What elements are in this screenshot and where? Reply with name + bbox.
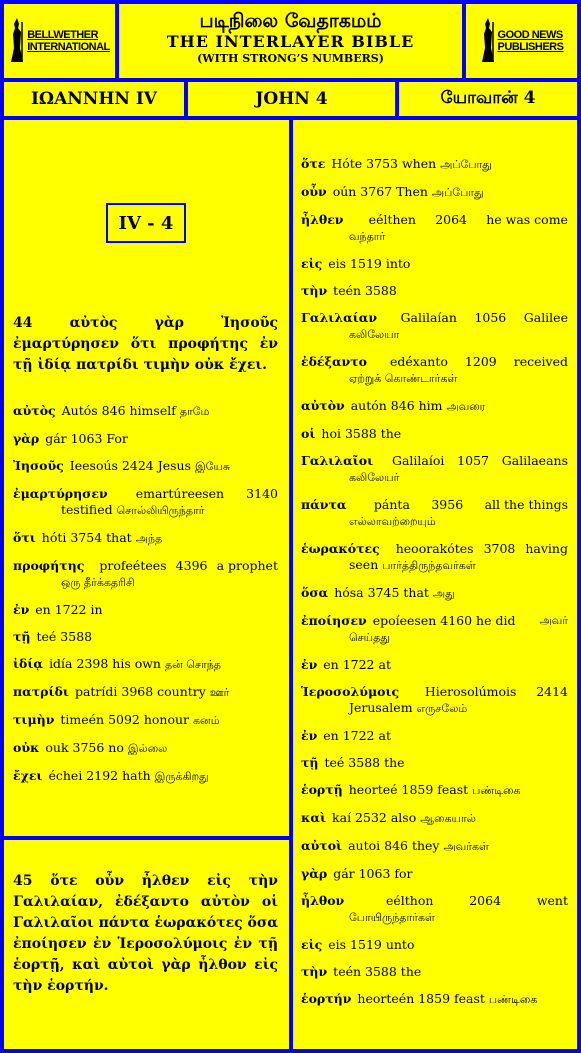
greek-word: ἐποίησεν (301, 613, 367, 628)
greek-word: ἑωρακότες (301, 541, 380, 556)
word-entry-line (301, 755, 568, 771)
word-entry-line (301, 310, 568, 326)
word-entry-main (13, 458, 195, 473)
word-gloss: hóti 3754 that (41, 530, 136, 545)
word-entry-line (301, 613, 568, 629)
shepherd-figure-icon (9, 18, 25, 64)
word-entry (301, 398, 568, 415)
word-gloss: having (525, 541, 568, 556)
word-gloss: heoorakótes (395, 541, 474, 556)
goodnews-logo-text: GOOD NEWS PUBLISHERS (497, 29, 564, 53)
greek-word: γὰρ (301, 866, 328, 881)
word-entry (13, 530, 278, 547)
word-entry-main (301, 782, 472, 797)
word-entry-main (301, 838, 443, 853)
word-gloss: 3956 (431, 497, 464, 512)
word-gloss: oún 3767 Then (332, 184, 432, 199)
word-gloss: 3708 (483, 541, 516, 556)
title-tamil: படிநிலை வேதாகமம் (199, 10, 382, 32)
word-gloss: hósa 3745 that (334, 585, 433, 600)
tamil-gloss: ஊர் (209, 686, 230, 699)
greek-word: ἐμαρτύρησεν (13, 486, 108, 501)
word-gloss: Galilaíoi (391, 453, 445, 468)
tamil-gloss: பண்டிகை (472, 784, 521, 797)
word-entry-line2 (301, 557, 568, 574)
word-entry-line (13, 431, 278, 447)
word-gloss: pánta (373, 497, 410, 512)
word-entry-main (301, 964, 421, 979)
reference-tamil: யோவான் 4 (399, 82, 577, 116)
word-entry-main (301, 991, 489, 1006)
greek-word: οὐκ (13, 740, 40, 755)
word-gloss: eis 1519 unto (328, 937, 415, 952)
word-entry (13, 768, 278, 785)
greek-word: εἰς (301, 937, 323, 952)
word-gloss: Hierosolúmois (424, 684, 517, 699)
greek-word: ὅτι (13, 530, 36, 545)
word-gloss: gár 1063 For (45, 431, 128, 446)
tamil-gloss: தன் சொந்த (164, 658, 221, 671)
greek-word: ἐν (301, 657, 318, 672)
word-entry (301, 256, 568, 272)
word-gloss: teén 3588 (333, 283, 397, 298)
word-gloss: teén 3588 the (333, 964, 422, 979)
word-entry-line (301, 212, 568, 228)
word-entry-line2 (301, 326, 568, 343)
word-gloss: Galilaeans (501, 453, 568, 468)
tamil-gloss: அப்போது (431, 186, 484, 199)
word-entry (13, 431, 278, 447)
word-entry-line (301, 893, 568, 909)
tamil-gloss: தாமே (179, 405, 210, 418)
greek-word: οἱ (301, 426, 316, 441)
tamil-gloss: அப்போது (440, 158, 492, 171)
tamil-gloss: கனம் (193, 714, 220, 727)
greek-word: τὴν (301, 964, 328, 979)
greek-word: τιμὴν (13, 712, 55, 727)
tamil-gloss: சொல்லியிருந்தார் (116, 504, 205, 517)
bellwether-logo-text: BELLWETHER INTERNATIONAL (27, 29, 110, 53)
tamil-gloss: வந்தார் (349, 230, 386, 243)
word-entry (13, 684, 278, 701)
tamil-gloss: கலிலேயா (349, 328, 400, 341)
word-gloss: teé 3588 the (324, 755, 405, 770)
word-entry-main (301, 283, 397, 298)
greek-word: καὶ (301, 810, 327, 825)
word-entry-main (13, 740, 128, 755)
reference-greek: ΙΩΑΝΝΗΝ IV (4, 82, 184, 116)
tamil-gloss: ஏற்றுக் கொண்டார்கள் (349, 372, 458, 385)
word-entry-line (13, 403, 278, 420)
word-gloss: heorteén 1859 feast (357, 991, 489, 1006)
verse-44-greek: 44 αὐτὸς γὰρ Ἰησοῦς ἐμαρτύρησεν ὅτι προφήτης ἐν τῇ ἰδίᾳ πατρίδι τιμὴν οὐκ ἔχει. (13, 315, 278, 373)
word-entry (301, 782, 568, 799)
word-entry (301, 866, 568, 882)
word-entry-main (301, 256, 410, 271)
word-gloss: 3140 (246, 486, 278, 501)
word-entry-line (301, 728, 568, 744)
word-entry (301, 810, 568, 827)
word-entry (301, 283, 568, 299)
tamil-gloss: அந்த (135, 532, 163, 545)
word-entry (301, 212, 568, 245)
word-gloss: profeétees (99, 558, 167, 573)
word-gloss: Hóte 3753 when (331, 156, 441, 171)
tamil-gloss: கலிலேயர் (349, 471, 400, 484)
tamil-gloss: அவரை (446, 400, 486, 413)
verse-45-greek: 45 ὅτε οὖν ἦλθεν εἰς τὴν Γαλιλαίαν, ἐδέξαντο αὐτὸν οἱ Γαλιλαῖοι πάντα ἑωρακότες ὅσα ἐποίησεν ἐν Ἱεροσολύμοις ἐν τῇ ἑορτῇ, καὶ αὐτοὶ γὰρ ἦλθον εἰς τὴν ἑορτήν. (13, 873, 278, 994)
word-gloss: gár 1063 for (333, 866, 413, 881)
tamil-gloss: பண்டிகை (488, 993, 538, 1006)
word-entry-main (301, 398, 447, 413)
word-gloss: heorteé 1859 feast (348, 782, 473, 797)
word-entry-line (13, 768, 278, 785)
word-entry (13, 712, 278, 729)
word-entry-main (301, 156, 440, 171)
word-entry (301, 964, 568, 980)
greek-word: Ἱεροσολύμοις (301, 684, 400, 699)
word-entry-main (13, 712, 193, 727)
word-entry-line (301, 684, 568, 700)
word-entry (13, 629, 278, 645)
word-entry (301, 991, 568, 1008)
word-gloss: eélthon (385, 893, 434, 908)
word-entry (301, 728, 568, 744)
word-entry-main (13, 403, 180, 418)
word-gloss: Jerusalem (349, 700, 417, 715)
word-entry (13, 558, 278, 591)
word-entry (301, 838, 568, 855)
word-entry (13, 740, 278, 757)
word-entry (301, 937, 568, 953)
word-entry-line (301, 497, 568, 513)
greek-word: εἰς (301, 256, 323, 271)
word-gloss: emartúreesen (135, 486, 225, 501)
word-gloss: kaí 2532 also (332, 810, 421, 825)
word-entry-line (301, 453, 568, 469)
word-gloss: teé 3588 (36, 629, 93, 644)
word-entry-line (13, 684, 278, 701)
word-entry-main (13, 602, 103, 617)
word-entry (13, 458, 278, 475)
word-gloss: autón 846 him (350, 398, 447, 413)
shepherd-figure-icon (480, 18, 496, 64)
greek-word: πατρίδι (13, 684, 69, 699)
greek-word: ἐν (301, 728, 318, 743)
word-gloss: 4396 (175, 558, 208, 573)
word-entry (301, 893, 568, 926)
greek-word: ἰδίᾳ (13, 656, 44, 671)
word-entry (301, 497, 568, 530)
word-gloss: received (513, 354, 568, 369)
word-entry-main (301, 184, 432, 199)
word-entry-line (13, 530, 278, 547)
word-gloss: 1056 (474, 310, 507, 325)
tamil-gloss: ஒரு தீர்க்கதரிசி (61, 576, 135, 589)
word-entry-line (301, 964, 568, 980)
word-gloss: epoíeesen 4160 he did (372, 613, 516, 628)
reference-english: JOHN 4 (188, 82, 395, 116)
greek-word: αὐτὸν (301, 398, 345, 413)
word-entry-line (13, 712, 278, 729)
greek-word: τῇ (13, 629, 31, 644)
word-gloss: échei 2192 hath (48, 768, 155, 783)
word-entry-line (301, 354, 568, 370)
word-entry-line (301, 657, 568, 673)
word-entry-line2 (13, 502, 278, 519)
greek-word: Γαλιλαίαν (301, 310, 378, 325)
word-entry-main (301, 937, 414, 952)
word-entry-line2 (301, 228, 568, 245)
greek-word: αὐτοὶ (301, 838, 343, 853)
word-gloss: Galilee (523, 310, 568, 325)
goodnews-logo-box (466, 4, 577, 78)
word-entry (301, 310, 568, 343)
tamil-gloss: இயேசு (194, 460, 231, 473)
word-entry (301, 426, 568, 442)
word-entry-main (13, 431, 128, 446)
word-entry-line (301, 156, 568, 173)
word-gloss: 2414 (536, 684, 568, 699)
word-gloss: Ieesoús 2424 Jesus (69, 458, 195, 473)
tamil-gloss: பார்த்திருந்தவர்கள் (382, 559, 476, 572)
word-entry (301, 755, 568, 771)
right-word-list (301, 156, 568, 1019)
word-entry-line (13, 740, 278, 757)
word-entry (13, 656, 278, 673)
tamil-gloss: எருசலேம் (416, 702, 468, 715)
word-gloss: autoi 846 they (348, 838, 444, 853)
word-gloss: idía 2398 his own (49, 656, 165, 671)
greek-word: πάντα (301, 497, 347, 512)
greek-word: ὅσα (301, 585, 329, 600)
word-entry-line (13, 486, 278, 502)
word-gloss: ouk 3756 no (45, 740, 128, 755)
word-entry (13, 486, 278, 519)
word-entry-line (301, 937, 568, 953)
word-entry-main (13, 629, 92, 644)
word-gloss: a prophet (216, 558, 278, 573)
word-entry-line2 (301, 513, 568, 530)
greek-word: ἑορτήν (301, 991, 352, 1006)
word-gloss: edéxanto (390, 354, 448, 369)
word-entry-main (13, 656, 165, 671)
word-gloss: patrídi 3968 country (74, 684, 210, 699)
word-entry-main (13, 684, 210, 699)
page-subtitle: (WITH STRONG’S NUMBERS) (197, 52, 384, 65)
word-entry-line2 (301, 370, 568, 387)
greek-word: ἔχει (13, 768, 43, 783)
word-entry-line (301, 782, 568, 799)
left-word-list (13, 403, 278, 796)
word-entry-line (13, 656, 278, 673)
word-entry (301, 657, 568, 673)
word-entry-line (13, 629, 278, 645)
greek-word: ἑορτῇ (301, 782, 343, 797)
word-entry-main (301, 810, 420, 825)
word-entry-main (301, 866, 413, 881)
word-gloss: eélthen (368, 212, 416, 227)
word-entry-line (301, 398, 568, 415)
word-gloss: went (536, 893, 568, 908)
word-entry-line (301, 585, 568, 602)
tamil-gloss: இல்லை (127, 742, 168, 755)
word-gloss: Autós 846 himself (61, 403, 180, 418)
word-gloss: 2064 (469, 893, 502, 908)
word-entry (301, 354, 568, 387)
greek-word: τὴν (301, 283, 328, 298)
title-block (119, 4, 462, 78)
greek-word: Γαλιλαῖοι (301, 453, 374, 468)
word-entry-main (301, 728, 391, 743)
tamil-gloss: செய்தது (349, 631, 390, 644)
word-entry-line (301, 184, 568, 201)
word-entry-line2 (301, 909, 568, 926)
word-entry-main (13, 530, 136, 545)
greek-word: γὰρ (13, 431, 40, 446)
word-gloss: 2064 (435, 212, 468, 227)
tamil-gloss: ஆகையால் (420, 812, 476, 825)
word-entry (301, 453, 568, 486)
bellwether-logo-box (4, 4, 115, 78)
verse-label: IV - 4 (106, 203, 186, 243)
word-gloss: eis 1519 into (328, 256, 411, 271)
word-entry-main (301, 585, 433, 600)
word-entry-line (301, 838, 568, 855)
word-entry-line (13, 458, 278, 475)
word-gloss: hoi 3588 the (321, 426, 402, 441)
word-gloss: all the things (484, 497, 568, 512)
page-title: THE INTERLAYER BIBLE (166, 32, 415, 51)
greek-word: ὅτε (301, 156, 326, 171)
tamil-gloss: எல்லாவற்றையும் (349, 515, 436, 528)
word-gloss: 1209 (464, 354, 497, 369)
greek-word: Ἰησοῦς (13, 458, 64, 473)
word-entry (301, 541, 568, 574)
greek-word: οὖν (301, 184, 327, 199)
word-entry (13, 403, 278, 420)
word-entry-line (13, 602, 278, 618)
word-entry-line (301, 426, 568, 442)
tamil-gloss: அவர்கள் (443, 840, 489, 853)
word-entry-line (301, 866, 568, 882)
word-gloss: testified (61, 502, 117, 517)
word-entry-main (301, 657, 391, 672)
word-gloss: Galilaían (400, 310, 457, 325)
greek-word: ἦλθεν (301, 212, 344, 227)
word-entry-line (301, 283, 568, 299)
word-entry (301, 613, 568, 646)
word-entry-main (301, 426, 401, 441)
greek-word: προφήτης (13, 558, 85, 573)
greek-word: τῇ (301, 755, 319, 770)
word-entry-line2 (301, 629, 568, 646)
word-gloss: 1057 (457, 453, 489, 468)
word-entry-line (301, 991, 568, 1008)
tamil-gloss: போயிருந்தார்கள் (349, 911, 435, 924)
word-entry-line (301, 810, 568, 827)
word-entry (13, 602, 278, 618)
tamil-gloss: இருக்கிறது (154, 770, 209, 783)
word-entry-line2 (301, 469, 568, 486)
greek-word: ἐδέξαντο (301, 354, 367, 369)
greek-word: ἦλθον (301, 893, 345, 908)
word-gloss: en 1722 at (323, 657, 391, 672)
word-gloss: he was come (486, 212, 568, 227)
word-entry-line (301, 541, 568, 557)
word-gloss: timeén 5092 honour (60, 712, 194, 727)
word-entry (301, 156, 568, 173)
word-entry-line2 (13, 574, 278, 591)
word-gloss: en 1722 in (35, 602, 103, 617)
word-gloss: en 1722 at (323, 728, 391, 743)
word-entry (301, 184, 568, 201)
word-entry-main (301, 613, 515, 629)
greek-word: αὐτὸς (13, 403, 56, 418)
word-entry-line2 (301, 700, 568, 717)
word-entry (301, 585, 568, 602)
word-entry-main (301, 755, 405, 770)
greek-word: ἐν (13, 602, 30, 617)
word-entry-main (13, 768, 155, 783)
word-entry-line (301, 256, 568, 272)
word-entry-line (13, 558, 278, 574)
tamil-gloss: அவர் (539, 614, 568, 627)
word-gloss: seen (349, 557, 383, 572)
word-entry (301, 684, 568, 717)
tamil-gloss: அது (432, 587, 455, 600)
